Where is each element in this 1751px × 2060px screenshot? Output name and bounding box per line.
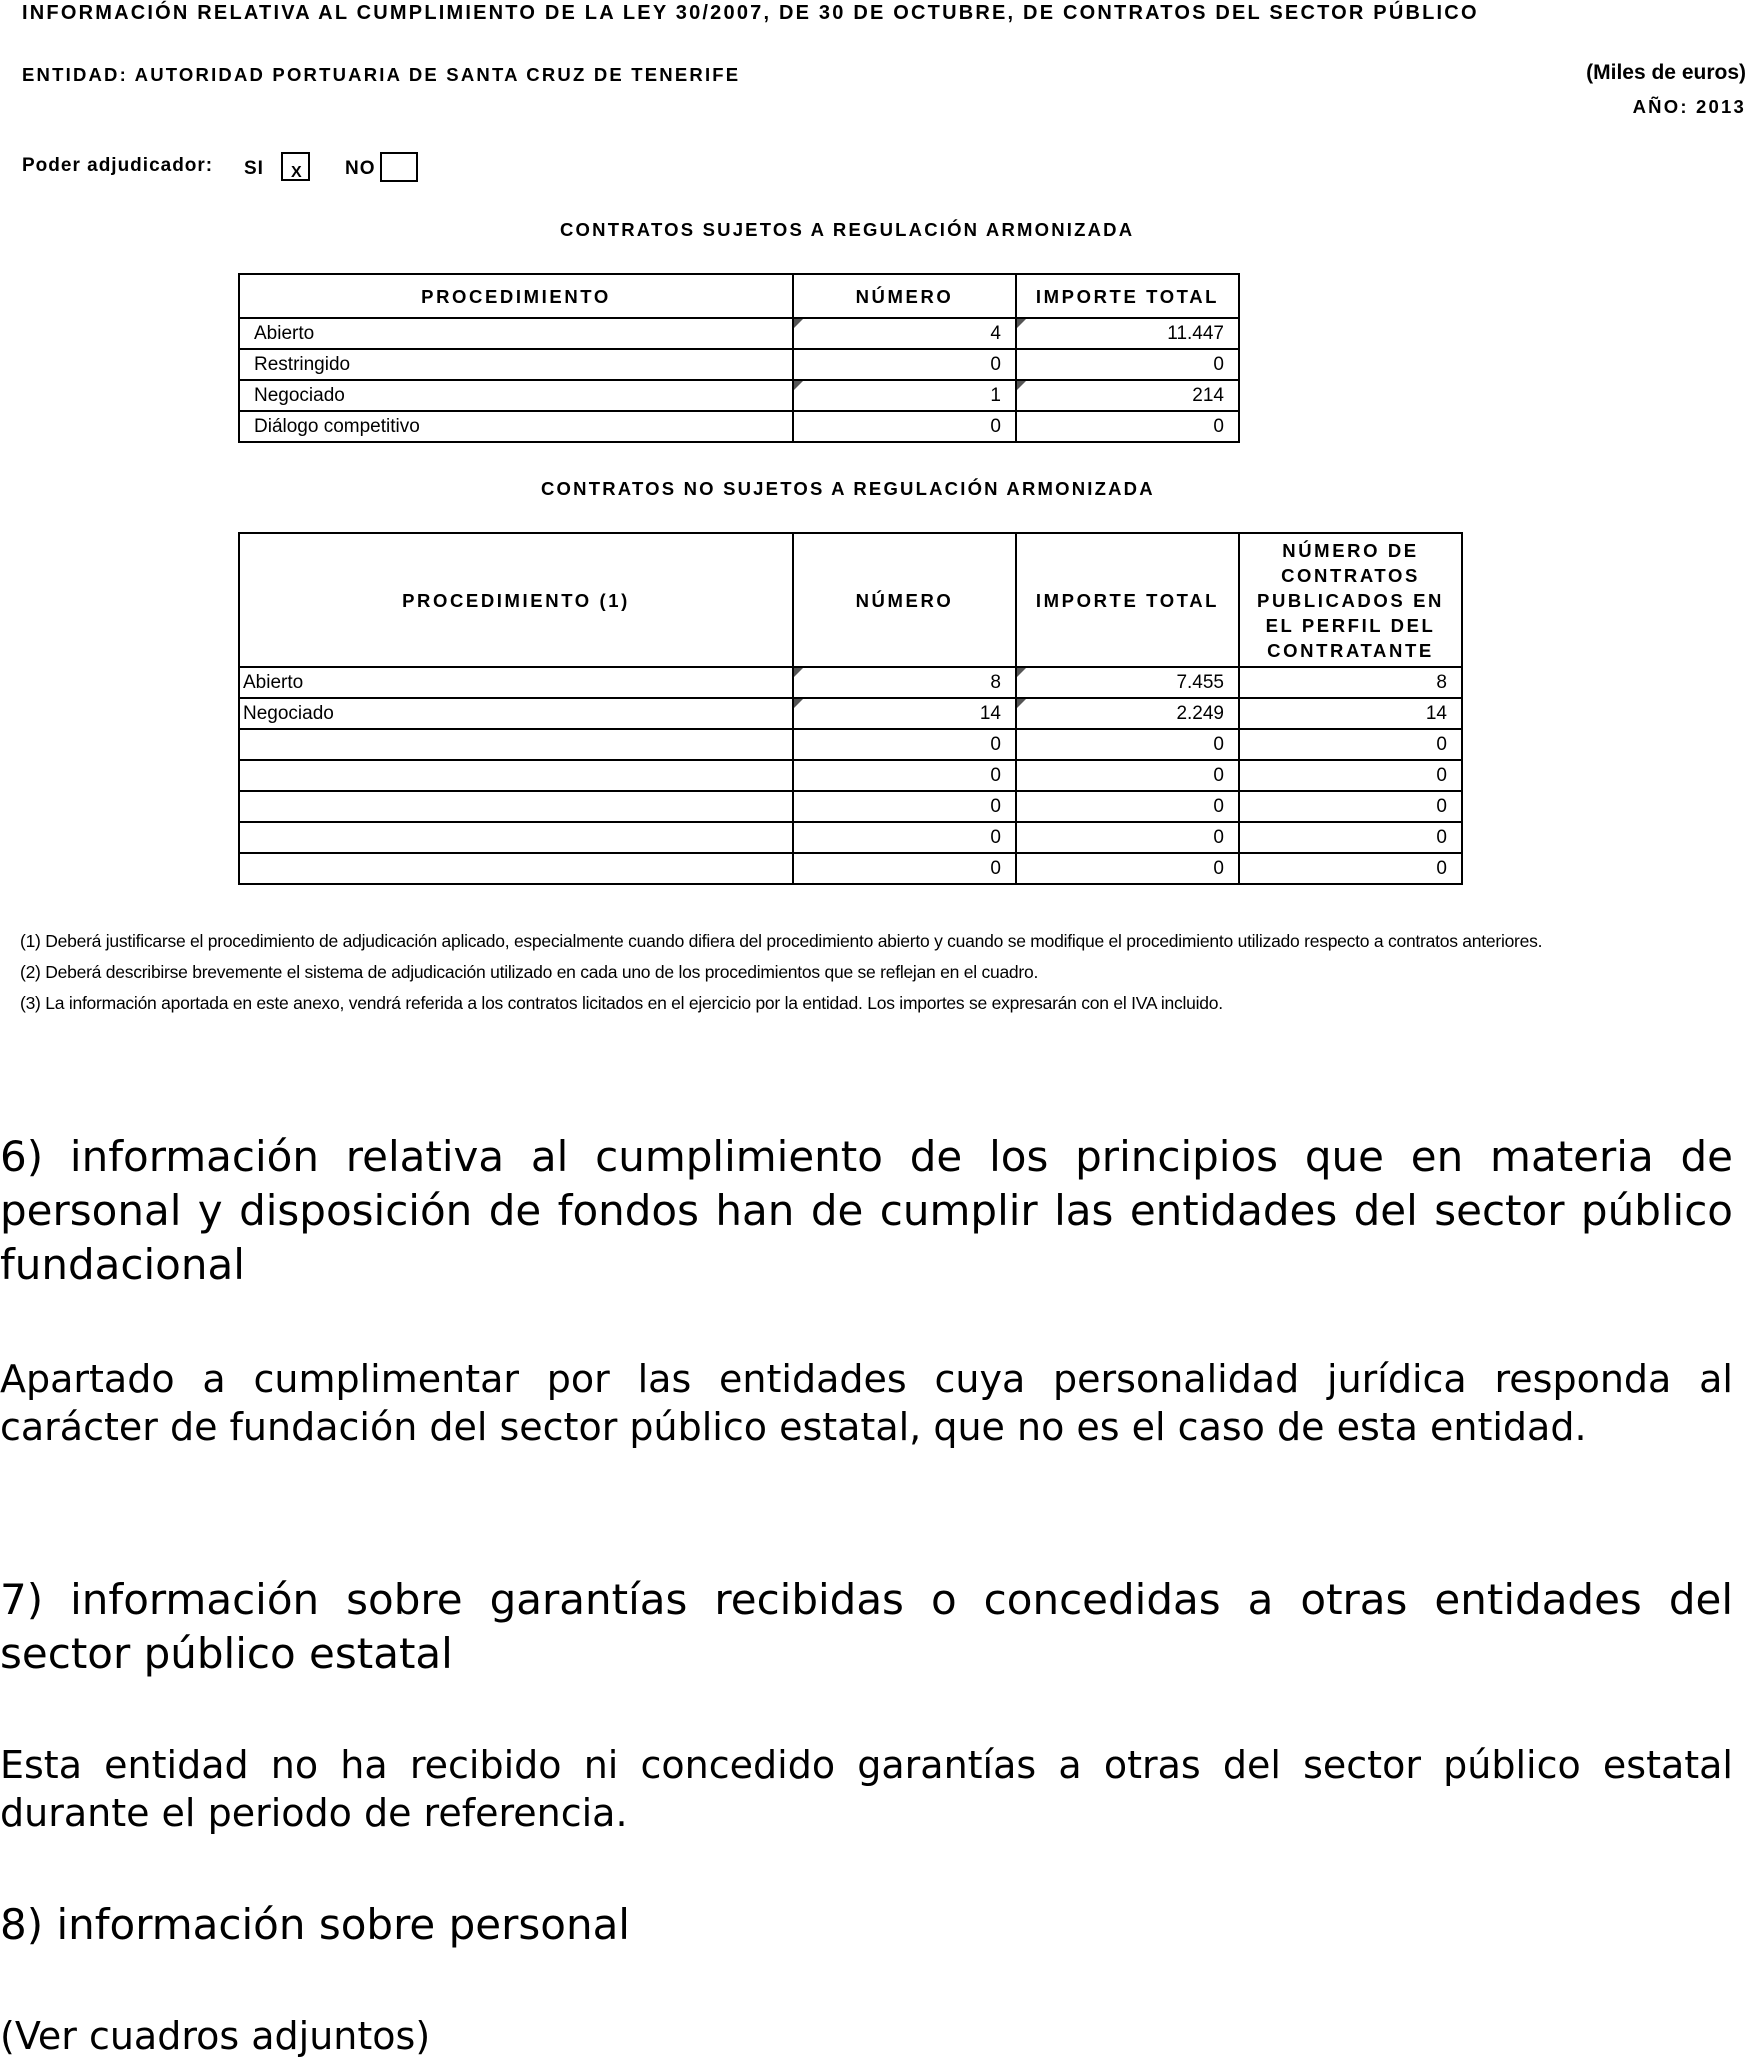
cell-publicados: 8	[1239, 667, 1462, 698]
col-header-procedimiento: PROCEDIMIENTO	[239, 274, 793, 318]
cell-numero: 0	[793, 822, 1016, 853]
cell-numero: 0	[793, 760, 1016, 791]
cell-procedimiento: Restringido	[239, 349, 793, 380]
col-header-numero: NÚMERO	[793, 274, 1016, 318]
cell-procedimiento: Abierto	[239, 318, 793, 349]
cell-procedimiento	[239, 760, 793, 791]
cell-publicados: 14	[1239, 698, 1462, 729]
section-6-body: Apartado a cumplimentar por las entidades cuya personalidad jurídica responda al carácter de fundación del sector público estatal, que no es el caso de esta entidad.	[0, 1357, 1733, 1449]
table-row	[239, 318, 1239, 349]
footnote: (2) Deberá describirse brevemente el sistema de adjudicación utilizado en cada uno de los procedimientos que se reflejan en el cuadro.	[20, 962, 1039, 982]
table-row	[239, 760, 1462, 791]
cell-numero: 14	[793, 698, 1016, 729]
table-row	[239, 729, 1462, 760]
cell-importe: 0	[1016, 791, 1239, 822]
cell-numero: 0	[793, 729, 1016, 760]
cell-procedimiento: Abierto	[239, 667, 793, 698]
table2-title: CONTRATOS NO SUJETOS A REGULACIÓN ARMONIZADA	[541, 478, 1155, 499]
cell-numero: 0	[793, 349, 1016, 380]
cell-importe: 0	[1016, 760, 1239, 791]
table-row	[239, 411, 1239, 442]
cell-importe: 0	[1016, 822, 1239, 853]
si-label: SI	[244, 158, 264, 179]
col-header-importe: IMPORTE TOTAL	[1016, 274, 1239, 318]
cell-importe: 214	[1016, 380, 1239, 411]
cell-procedimiento	[239, 791, 793, 822]
table-no-armonizada	[238, 532, 1463, 885]
cell-numero: 1	[793, 380, 1016, 411]
table-row	[239, 698, 1462, 729]
cell-publicados: 0	[1239, 822, 1462, 853]
document-title: INFORMACIÓN RELATIVA AL CUMPLIMIENTO DE LA LEY 30/2007, DE 30 DE OCTUBRE, DE CONTRATOS DEL SECTOR PÚBLICO	[22, 2, 1479, 24]
year-label: AÑO: 2013	[1632, 96, 1746, 117]
table-row	[239, 349, 1239, 380]
cell-numero: 0	[793, 791, 1016, 822]
cell-numero: 0	[793, 411, 1016, 442]
cell-publicados: 0	[1239, 791, 1462, 822]
cell-importe: 0	[1016, 411, 1239, 442]
table-row	[239, 822, 1462, 853]
cell-procedimiento: Negociado	[239, 380, 793, 411]
col-header-publicados: NÚMERO DE CONTRATOS PUBLICADOS EN EL PERFIL DEL CONTRATANTE	[1239, 533, 1462, 667]
cell-numero: 4	[793, 318, 1016, 349]
table-armonizada	[238, 273, 1240, 443]
no-checkbox[interactable]	[380, 152, 418, 182]
footnote: (1) Deberá justificarse el procedimiento de adjudicación aplicado, especialmente cuando difiera del procedimiento abierto y cuando se modifique el procedimiento utilizado respecto a contratos anteriores.	[20, 931, 1543, 951]
si-check-mark: X	[291, 164, 302, 181]
cell-importe: 0	[1016, 349, 1239, 380]
cell-publicados: 0	[1239, 760, 1462, 791]
cell-publicados: 0	[1239, 853, 1462, 884]
table-row	[239, 791, 1462, 822]
units-label: (Miles de euros)	[1586, 61, 1746, 84]
table1-title: CONTRATOS SUJETOS A REGULACIÓN ARMONIZADA	[560, 219, 1135, 240]
section-7-body: Esta entidad no ha recibido ni concedido garantías a otras del sector público estatal durante el periodo de referencia.	[0, 1743, 1733, 1835]
cell-procedimiento	[239, 853, 793, 884]
cell-publicados: 0	[1239, 729, 1462, 760]
entity-label: ENTIDAD: AUTORIDAD PORTUARIA DE SANTA CRUZ DE TENERIFE	[22, 64, 741, 85]
cell-procedimiento	[239, 729, 793, 760]
cell-procedimiento: Diálogo competitivo	[239, 411, 793, 442]
cell-procedimiento: Negociado	[239, 698, 793, 729]
cell-importe: 2.249	[1016, 698, 1239, 729]
section-6-heading: 6) información relativa al cumplimiento de los principios que en materia de personal y disposición de fondos han de cumplir las entidades del sector público fundacional	[0, 1132, 1733, 1289]
section-8-body: (Ver cuadros adjuntos)	[0, 2014, 431, 2058]
cell-numero: 8	[793, 667, 1016, 698]
col-header-numero: NÚMERO	[793, 533, 1016, 667]
cell-procedimiento	[239, 822, 793, 853]
poder-adjudicador-label: Poder adjudicador:	[22, 155, 214, 176]
table-row	[239, 853, 1462, 884]
cell-importe: 7.455	[1016, 667, 1239, 698]
cell-numero: 0	[793, 853, 1016, 884]
cell-importe: 11.447	[1016, 318, 1239, 349]
section-8-heading: 8) información sobre personal	[0, 1900, 630, 1949]
table-row	[239, 380, 1239, 411]
table-row	[239, 667, 1462, 698]
cell-importe: 0	[1016, 729, 1239, 760]
section-7-heading: 7) información sobre garantías recibidas o concedidas a otras entidades del sector público estatal	[0, 1575, 1733, 1678]
no-label: NO	[345, 158, 376, 179]
col-header-importe: IMPORTE TOTAL	[1016, 533, 1239, 667]
col-header-procedimiento: PROCEDIMIENTO (1)	[239, 533, 793, 667]
footnote: (3) La información aportada en este anexo, vendrá referida a los contratos licitados en el ejercicio por la entidad. Los importes se expresarán con el IVA incluido.	[20, 993, 1223, 1013]
cell-importe: 0	[1016, 853, 1239, 884]
